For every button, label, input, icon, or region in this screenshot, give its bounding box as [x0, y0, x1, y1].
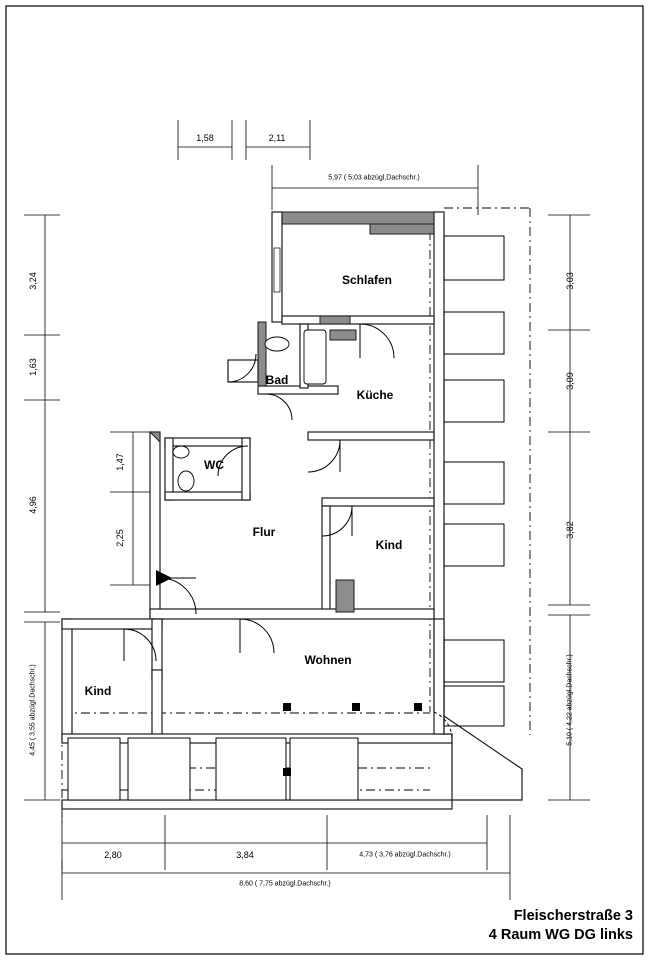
dimension-label-bottom: 4,73 ( 3,76 abzügl.Dachschr.)	[359, 851, 451, 859]
windows	[68, 738, 358, 800]
dimension-label-right: 3,03	[565, 272, 575, 290]
dimension-label-left: 3,24	[28, 272, 38, 290]
dimension-label-bottom: 2,80	[104, 850, 122, 860]
right-facade-openings	[444, 236, 504, 726]
room-label: Flur	[252, 525, 276, 539]
dimension-label-left: 1,47	[115, 453, 125, 471]
dimension-label-top: 2,11	[268, 133, 286, 143]
drawing-border	[6, 6, 643, 954]
title-line-1: Fleischerstraße 3	[513, 907, 633, 924]
walls	[62, 212, 522, 809]
room-label: WC	[204, 458, 224, 472]
room-label: Schlafen	[341, 273, 393, 287]
dimension-label-top: 1,58	[196, 133, 214, 143]
dimension-label-right: 3,09	[565, 372, 575, 390]
room-label: Bad	[265, 373, 289, 387]
entry-arrow	[156, 570, 172, 586]
dimension-label-bottom: 8,60 ( 7,75 abzügl.Dachschr.)	[239, 880, 331, 888]
room-label: Kind	[84, 684, 112, 698]
dimension-label-right: 5,10 ( 4,22 abzügl.Dachschr.)	[566, 654, 574, 746]
title-block	[489, 907, 633, 946]
room-label: Küche	[356, 388, 394, 402]
dimension-label-left: 4,45 ( 3,55 abzügl.Dachschr.)	[29, 664, 37, 756]
dimension-label-right: 3,82	[565, 521, 575, 539]
dimension-label-left: 2,25	[115, 529, 125, 547]
dimension-label-left: 1,63	[28, 358, 38, 376]
title-line-2: 4 Raum WG DG links	[488, 927, 633, 944]
room-label: Wohnen	[304, 653, 352, 667]
room-label: Kind	[375, 538, 403, 552]
dimension-label-left: 4,96	[28, 496, 38, 514]
dimension-label-top: 5,97 ( 5,03 abzügl.Dachschr.)	[328, 174, 420, 182]
dimension-label-bottom: 3,84	[236, 850, 254, 860]
